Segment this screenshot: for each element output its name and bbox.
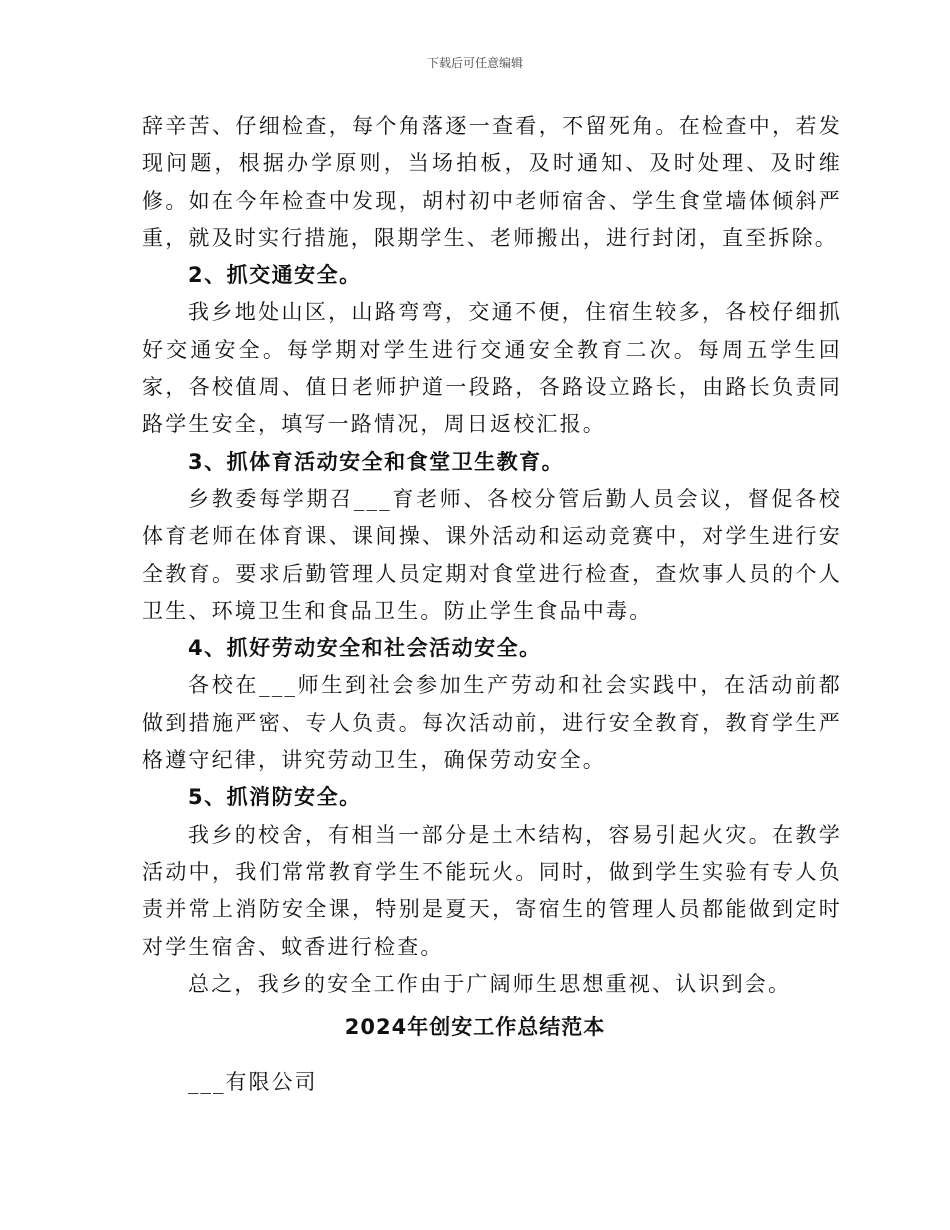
document-title: 2024年创安工作总结范本 (344, 1015, 606, 1039)
section-heading-4: 4、抓好劳动安全和社会活动安全。 (188, 636, 542, 661)
paragraph-3: 乡教委每学期召___育老师、各校分管后勤人员会议，督促各校体育老师在体育课、课间操、课外活动和运动竞赛中，对学生进行安全教育。要求后勤管理人员定期对食堂进行检查，查炊事人员的个人卫生、环境卫生和食品卫生。防止学生食品中毒。 (142, 486, 842, 623)
section-heading-3: 3、抓体育活动安全和食堂卫生教育。 (188, 449, 565, 474)
paragraph-5: 我乡的校舍，有相当一部分是土木结构，容易引起火灾。在教学活动中，我们常常教育学生不能玩火。同时，做到学生实验有专人负责并常上消防安全课，特别是夏天，寄宿生的管理人员都能做到定时对学生宿舍、蚊香进行检查。 (142, 822, 842, 959)
paragraph-1: 辞辛苦、仔细检查，每个角落逐一查看，不留死角。在检查中，若发现问题，根据办学原则，当场拍板，及时通知、及时处理、及时维修。如在今年检查中发现，胡村初中老师宿舍、学生食堂墙体倾斜严重，就及时实行措施，限期学生、老师搬出，进行封闭，直至拆除。 (142, 114, 842, 250)
paragraph-summary: 总之，我乡的安全工作由于广阔师生思想重视、认识到会。 (188, 971, 792, 996)
page-header-note: 下载后可任意编辑 (426, 56, 523, 70)
section-heading-2: 2、抓交通安全。 (188, 263, 362, 288)
document-body (142, 108, 842, 1003)
section-heading-5: 5、抓消防安全。 (188, 785, 362, 810)
company-name: ___有限公司 (188, 1070, 318, 1094)
paragraph-4: 各校在___师生到社会参加生产劳动和社会实践中，在活动前都做到措施严密、专人负责。每次活动前，进行安全教育，教育学生严格遵守纪律，讲究劳动卫生，确保劳动安全。 (142, 673, 842, 773)
paragraph-2: 我乡地处山区，山路弯弯，交通不便，住宿生较多，各校仔细抓好交通安全。每学期对学生进行交通安全教育二次。每周五学生回家，各校值周、值日老师护道一段路，各路设立路长，由路长负责同路学生安全，填写一路情况，周日返校汇报。 (142, 300, 842, 437)
